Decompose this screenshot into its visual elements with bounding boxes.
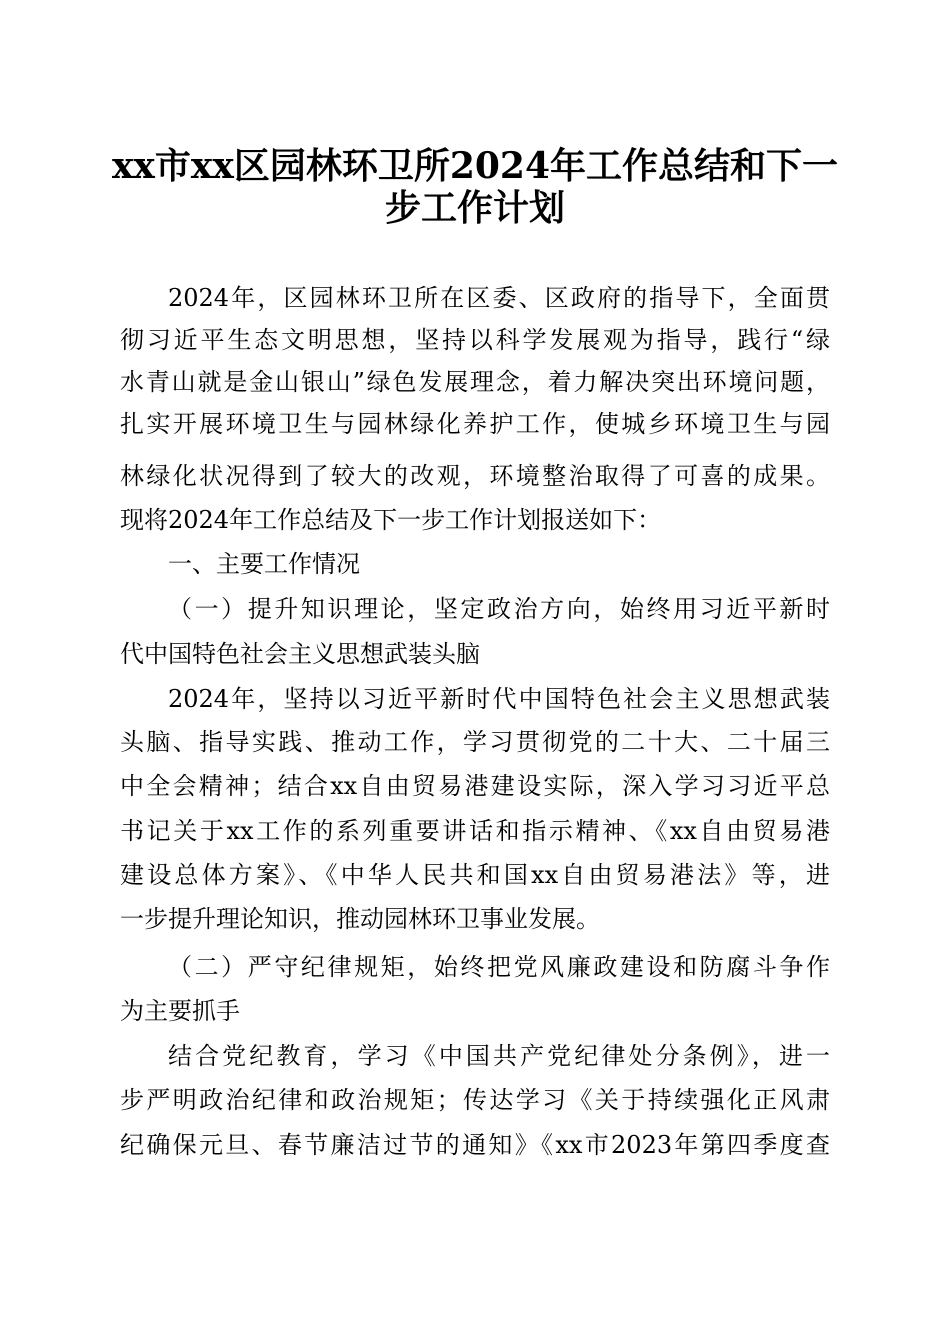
section-heading: 一、主要工作情况 xyxy=(168,550,360,578)
body-line: 书记关于xx工作的系列重要讲话和指示精神、《xx自由贸易港 xyxy=(120,817,830,845)
body-line: 彻习近平生态文明思想，坚持以科学发展观为指导，践行“绿 xyxy=(120,326,830,354)
body-line: 2024年，区园林环卫所在区委、区政府的指导下，全面贯 xyxy=(168,284,830,312)
body-line: 头脑、指导实践、推动工作，学习贯彻党的二十大、二十届三 xyxy=(120,728,830,756)
document-title-line-2: 步工作计划 xyxy=(384,187,565,229)
body-line: 林绿化状况得到了较大的改观，环境整治取得了可喜的成果。 xyxy=(120,462,830,490)
body-line: 建设总体方案》、《中华人民共和国xx自由贸易港法》等，进 xyxy=(120,861,830,889)
subsection-heading-line: （一）提升知识理论，坚定政治方向，始终用习近平新时 xyxy=(168,595,830,623)
subsection-heading-line: 代中国特色社会主义思想武装头脑 xyxy=(120,640,480,668)
body-line: 扎实开展环境卫生与园林绿化养护工作，使城乡环境卫生与园 xyxy=(120,410,830,438)
body-line: 一步提升理论知识，推动园林环卫事业发展。 xyxy=(120,905,600,933)
subsection-heading-line: 为主要抓手 xyxy=(120,997,240,1025)
body-line: 水青山就是金山银山”绿色发展理念，着力解决突出环境问题， xyxy=(120,368,830,396)
body-line: 步严明政治纪律和政治规矩；传达学习《关于持续强化正风肃 xyxy=(120,1086,830,1114)
body-line: 中全会精神；结合xx自由贸易港建设实际，深入学习习近平总 xyxy=(120,772,830,800)
body-line: 现将2024年工作总结及下一步工作计划报送如下： xyxy=(120,506,662,534)
body-line: 2024年，坚持以习近平新时代中国特色社会主义思想武装 xyxy=(168,685,830,713)
subsection-heading-line: （二）严守纪律规矩，始终把党风廉政建设和防腐斗争作 xyxy=(168,953,830,981)
body-line: 结合党纪教育，学习《中国共产党纪律处分条例》，进一 xyxy=(168,1042,830,1070)
body-line: 纪确保元旦、春节廉洁过节的通知》《xx市2023年第四季度查 xyxy=(120,1131,830,1159)
document-title-line-1: xx市xx区园林环卫所2024年工作总结和下一 xyxy=(111,145,839,187)
